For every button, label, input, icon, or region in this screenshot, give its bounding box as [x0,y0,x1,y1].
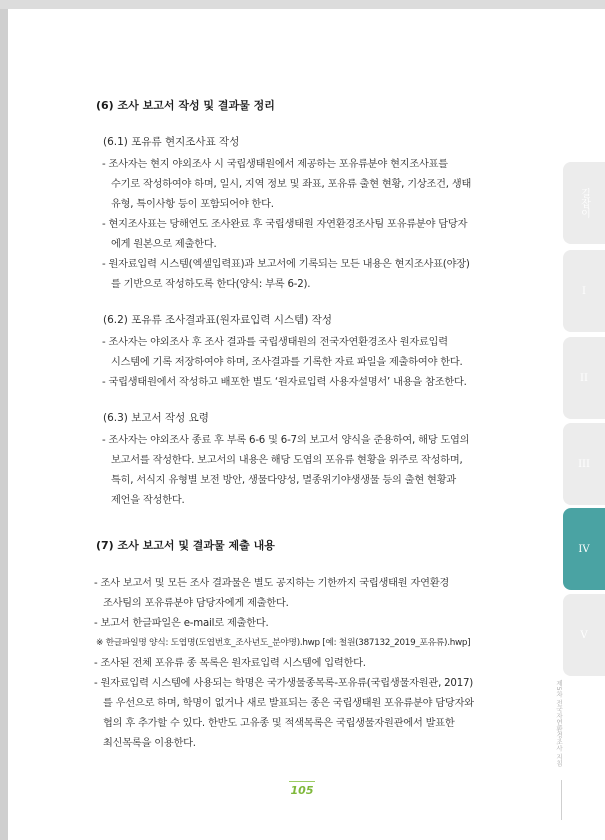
section-6-1-title: (6.1) 포유류 현지조사표 작성 [103,136,240,148]
section-6-1-line: - 현지조사표는 당해연도 조사완료 후 국립생태원 자연환경조사팀 포유류분야 담당자 [102,219,468,230]
section-6-2-line: - 조사자는 야외조사 후 조사 결과를 국립생태원의 전국자연환경조사 원자료입력 [102,337,448,348]
side-tab-5[interactable] [563,594,605,676]
section-6-1-line: 수기로 작성하여야 하며, 일시, 지역 정보 및 좌표, 포유류 출현 현황, 기상조건, 생태 [111,179,472,190]
section-7-line: 조사팀의 포유류분야 담당자에게 제출한다. [103,598,289,609]
section-6-heading: (6) 조사 보고서 작성 및 결과물 정리 [96,99,275,112]
side-tab-1[interactable] [563,250,605,332]
page-number-rule [289,781,315,782]
section-6-1-line: - 조사자는 현지 야외조사 시 국립생태원에서 제공하는 포유류분야 현지조사표를 [102,159,448,170]
section-7-line: 최신목록을 이용한다. [103,738,196,749]
side-tab-3[interactable] [563,423,605,505]
page-edge-top [0,0,605,9]
section-7-heading: (7) 조사 보고서 및 결과물 제출 내용 [96,539,275,552]
page-edge-left [0,0,8,840]
section-6-3-line: 보고서를 작성한다. 보고서의 내용은 해당 도엽의 포유류 현황을 위주로 작성하며, [111,455,463,466]
side-tab-label: V [580,629,588,641]
section-6-3-line: 제언을 작성한다. [111,495,185,506]
section-6-3-title: (6.3) 보고서 작성 요령 [103,412,209,424]
page-number: 105 [290,784,314,797]
side-tab-2[interactable] [563,337,605,419]
section-6-3-line: - 조사자는 야외조사 종료 후 부록 6-6 및 6-7의 보고서 양식을 준용하여, 해당 도엽의 [102,435,470,446]
side-tab-label: III [578,458,590,470]
section-7-line: - 보고서 한글파일은 e-mail로 제출한다. [94,618,269,629]
section-7-line: 를 우선으로 하며, 학명이 없거나 새로 발표되는 종은 국립생태원 포유류분야 담당자와 [103,698,474,709]
section-6-2-title: (6.2) 포유류 조사결과표(원자료입력 시스템) 작성 [103,314,333,326]
section-7-line: - 조사된 전체 포유류 종 목록은 원자료입력 시스템에 입력한다. [94,658,366,669]
section-7-line: - 원자료입력 시스템에 사용되는 학명은 국가생물종목록-포유류(국립생물자원관, 2017) [94,678,474,689]
section-7-line: 협의 후 추가할 수 있다. 한반도 고유종 및 적색목록은 국립생물자원관에서 발표한 [103,718,455,729]
side-tab-guide[interactable] [563,162,605,244]
document-page [8,9,605,840]
running-side-title: 제5차 전국자연환경조사 지침 [555,680,563,767]
section-6-1-line: 에게 원본으로 제출한다. [111,239,217,250]
section-6-1-line: 를 기반으로 작성하도록 한다(양식: 부록 6-2). [111,279,311,290]
side-tab-label: I [582,285,586,297]
side-tab-label: IV [578,543,590,555]
section-6-2-line: 시스템에 기록 저장하여야 하며, 조사결과를 기록한 자료 파일을 제출하여야 한다. [111,357,463,368]
side-tab-label: 길잡이 [578,188,590,218]
side-rule [561,780,562,820]
side-tab-4-active[interactable] [563,508,605,590]
section-6-1-line: - 원자료입력 시스템(엑셀입력표)과 보고서에 기록되는 모든 내용은 현지조사표(야장) [102,259,470,270]
section-6-1-line: 유형, 특이사항 등이 포함되어야 한다. [111,199,274,210]
section-6-3-line: 특히, 서식지 유형별 보전 방안, 생물다양성, 멸종위기야생생물 등의 출현 현황과 [111,475,456,486]
section-6-2-line: - 국립생태원에서 작성하고 배포한 별도 ‘원자료입력 사용자설명서’ 내용을 참조한다. [102,377,467,388]
side-tab-label: II [580,372,588,384]
section-7-line: - 조사 보고서 및 모든 조사 결과물은 별도 공지하는 기한까지 국립생태원 자연환경 [94,578,450,589]
filename-format-note: ※ 한글파일명 양식: 도엽명(도엽번호_조사년도_분야명).hwp [예: 철원(387132_2019_포유류).hwp] [96,638,471,648]
